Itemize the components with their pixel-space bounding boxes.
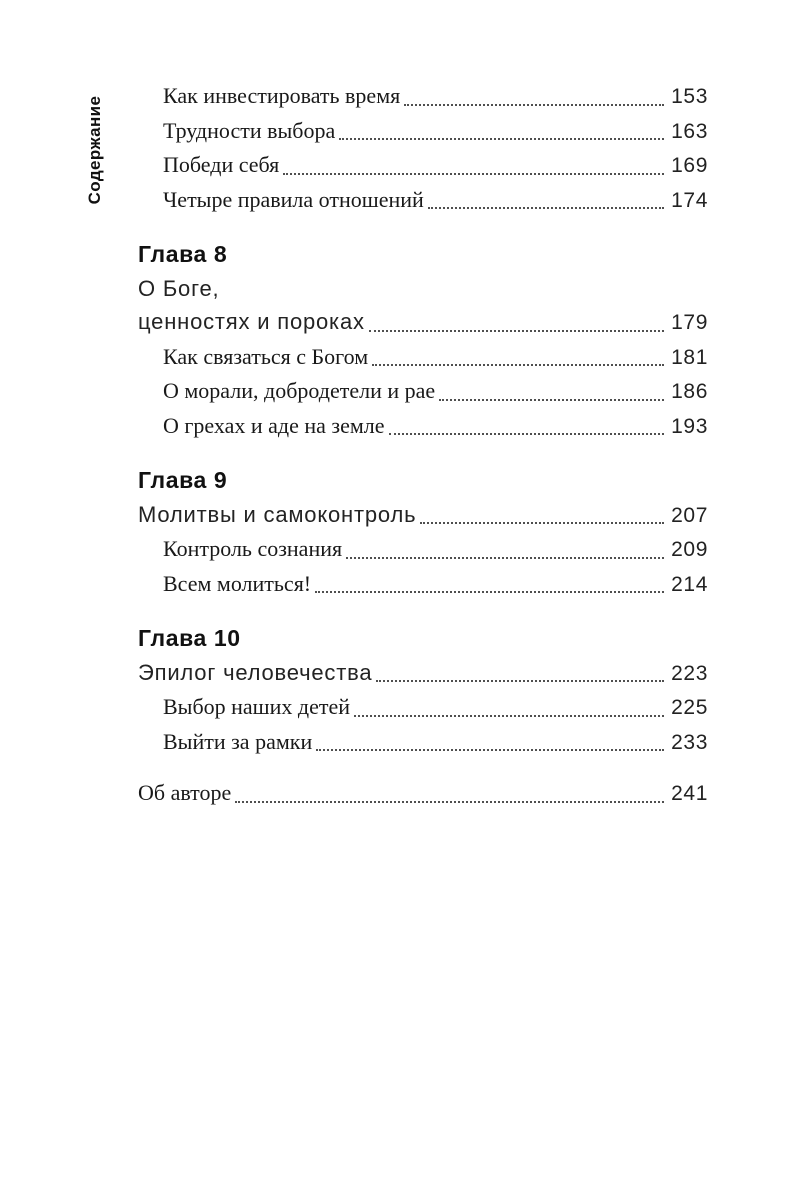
- chapter-title-line: [138, 272, 708, 306]
- chapter-heading: [138, 464, 708, 498]
- entry-title: Как инвестировать время: [163, 83, 401, 108]
- chapter-title: ценностях и пороках: [138, 309, 365, 334]
- chapter-heading: [138, 622, 708, 656]
- entry-title: Выбор наших детей: [163, 694, 351, 719]
- dot-leader: [428, 207, 664, 209]
- entry-title: Как связаться с Богом: [163, 343, 369, 369]
- toc-entry: [138, 114, 708, 149]
- toc-entry: [138, 409, 708, 444]
- toc-entry: [138, 690, 708, 725]
- toc-group-top: [138, 79, 708, 217]
- dot-leader: [235, 801, 664, 803]
- chapter-title: Эпилог человечества: [138, 659, 373, 685]
- entry-title: Всем молиться!: [163, 570, 312, 596]
- page-number: 207: [671, 503, 708, 527]
- entry-title: О грехах и аде на земле: [163, 412, 385, 438]
- entry-title: Об авторе: [138, 780, 232, 805]
- chapter-title: О Боге,: [138, 275, 220, 301]
- toc-section-chapter-10: [138, 622, 708, 759]
- chapter-heading: [138, 238, 708, 272]
- toc-entry: [138, 725, 708, 760]
- page-number: 225: [671, 696, 708, 719]
- page-number: 179: [671, 311, 708, 334]
- toc-entry: [138, 340, 708, 375]
- entry-title: Трудности выбора: [163, 117, 336, 143]
- page-number: 214: [671, 572, 708, 596]
- dot-leader: [283, 173, 664, 175]
- dot-leader: [315, 591, 664, 593]
- dot-leader: [420, 522, 664, 524]
- chapter-title-line: [138, 656, 708, 691]
- chapter-label: Глава 10: [138, 625, 241, 651]
- toc-section-chapter-8: [138, 238, 708, 443]
- toc-section-chapter-9: [138, 464, 708, 601]
- page-number: 233: [671, 730, 708, 754]
- entry-title: Четыре правила отношений: [163, 186, 424, 212]
- chapter-title: Молитвы и самоконтроль: [138, 501, 417, 527]
- dot-leader: [316, 749, 664, 751]
- dot-leader: [389, 433, 665, 435]
- toc-entry: [138, 567, 708, 602]
- chapter-title-line: [138, 305, 708, 340]
- page-number: 193: [671, 414, 708, 438]
- page-number: 169: [671, 154, 708, 177]
- entry-title: Победи себя: [163, 152, 280, 177]
- page-number: 174: [671, 188, 708, 212]
- table-of-contents: [138, 79, 708, 811]
- chapter-title-line: [138, 498, 708, 533]
- chapter-label: Глава 8: [138, 241, 228, 267]
- chapter-label: Глава 9: [138, 467, 228, 493]
- entry-title: Контроль сознания: [163, 536, 343, 561]
- page-number: 223: [671, 661, 708, 685]
- entry-title: О морали, добродетели и рае: [163, 378, 436, 403]
- page-number: 209: [671, 538, 708, 561]
- toc-entry: [138, 183, 708, 218]
- page-number: 153: [671, 85, 708, 108]
- dot-leader: [369, 330, 664, 332]
- dot-leader: [404, 104, 664, 106]
- page-number: 181: [671, 345, 708, 369]
- dot-leader: [339, 138, 664, 140]
- toc-entry: [138, 532, 708, 567]
- dot-leader: [372, 364, 664, 366]
- page-number: 241: [671, 782, 708, 805]
- toc-entry: [138, 374, 708, 409]
- dot-leader: [439, 399, 664, 401]
- entry-title: Выйти за рамки: [163, 728, 313, 754]
- dot-leader: [346, 557, 664, 559]
- dot-leader: [376, 680, 664, 682]
- page-number: 186: [671, 380, 708, 403]
- page-number: 163: [671, 119, 708, 143]
- toc-entry: [138, 79, 708, 114]
- contents-vertical-label: Содержание: [85, 95, 104, 205]
- dot-leader: [354, 715, 664, 717]
- toc-entry-about-author: [138, 776, 708, 811]
- toc-entry: [138, 148, 708, 183]
